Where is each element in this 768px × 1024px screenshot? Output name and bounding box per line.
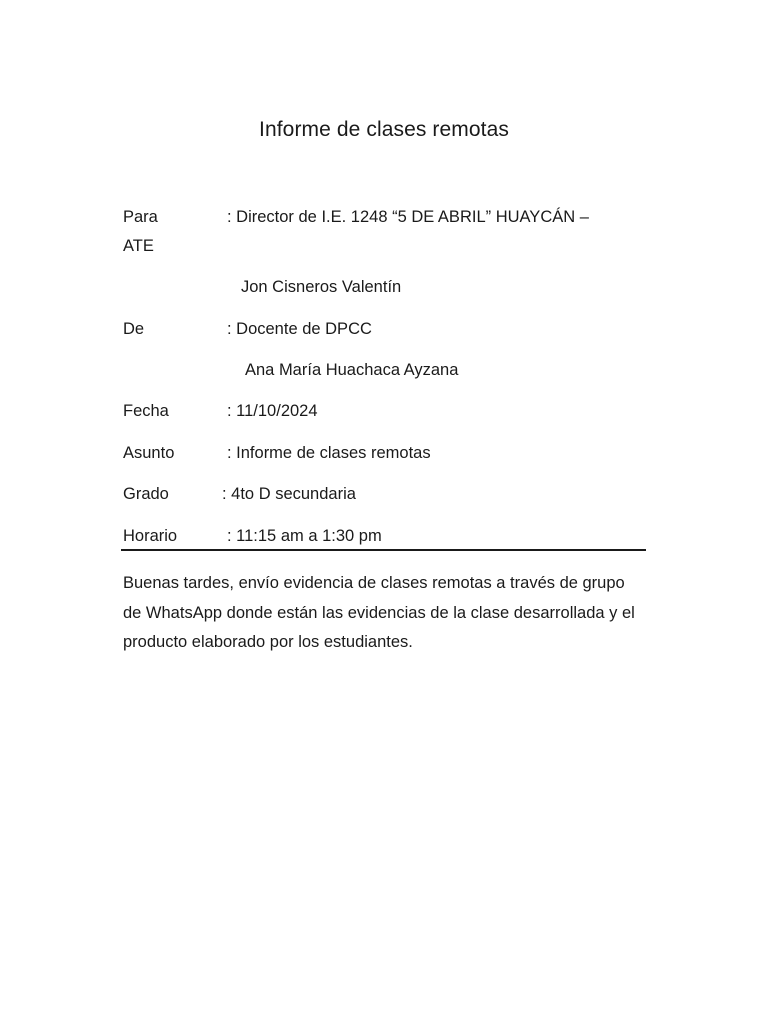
- para-recipient-name: Jon Cisneros Valentín: [241, 278, 402, 296]
- para-continuation: ATE: [123, 237, 154, 255]
- asunto-value: : Informe de clases remotas: [227, 444, 431, 462]
- para-value: : Director de I.E. 1248 “5 DE ABRIL” HUAYCÁN –: [227, 208, 589, 226]
- grado-label: Grado: [123, 485, 169, 503]
- de-sender-name: Ana María Huachaca Ayzana: [245, 361, 459, 379]
- horario-label: Horario: [123, 527, 178, 545]
- body-paragraph: Buenas tardes, envío evidencia de clases remotas a través de grupo de WhatsApp donde están las evidencias de la clase desarrollada y el producto elaborado por los estudiantes.: [123, 574, 635, 651]
- fecha-label: Fecha: [123, 402, 169, 420]
- header-divider: [121, 549, 646, 551]
- grado-value: : 4to D secundaria: [222, 485, 356, 503]
- para-label: Para: [123, 208, 158, 226]
- de-label: De: [123, 320, 145, 338]
- de-value: : Docente de DPCC: [227, 320, 372, 338]
- document-title: Informe de clases remotas: [259, 118, 509, 141]
- horario-value: : 11:15 am a 1:30 pm: [227, 527, 382, 545]
- fecha-value: : 11/10/2024: [227, 402, 318, 420]
- asunto-label: Asunto: [123, 444, 175, 462]
